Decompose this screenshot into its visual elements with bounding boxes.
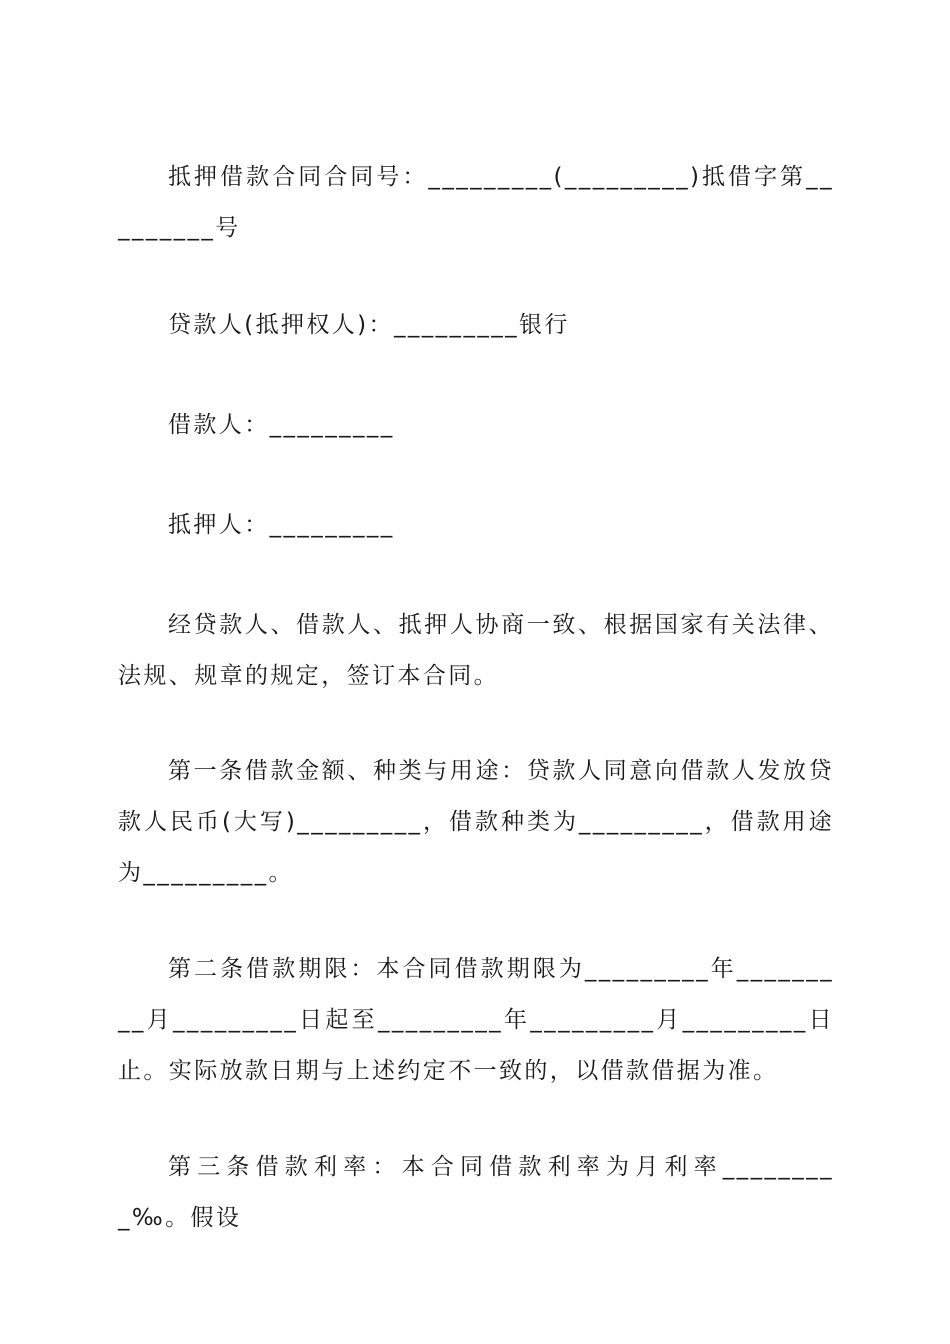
article-1-paragraph: 第一条借款金额、种类与用途：贷款人同意向借款人发放贷款人民币(大写)_________，借款种类为_________，借款用途为_________。	[118, 758, 834, 886]
article-2-paragraph: 第二条借款期限：本合同借款期限为_________年_________月_________日起至_________年_________月_________日止。实际放款日期与上述约定不一致的，以借款借据为准。	[118, 956, 834, 1084]
borrower-paragraph: 借款人：_________	[168, 412, 395, 438]
preamble-paragraph: 经贷款人、借款人、抵押人协商一致、根据国家有关法律、法规、规章的规定，签订本合同。	[118, 612, 834, 689]
lender-paragraph: 贷款人(抵押权人)：_________银行	[168, 312, 570, 338]
article-3-paragraph: 第三条借款利率：本合同借款利率为月利率_________‰。假设	[118, 1154, 834, 1231]
mortgagor-paragraph: 抵押人：_________	[168, 512, 395, 538]
contract-number-paragraph: 抵押借款合同合同号：_________(_________)抵借字第_________号	[118, 164, 834, 241]
